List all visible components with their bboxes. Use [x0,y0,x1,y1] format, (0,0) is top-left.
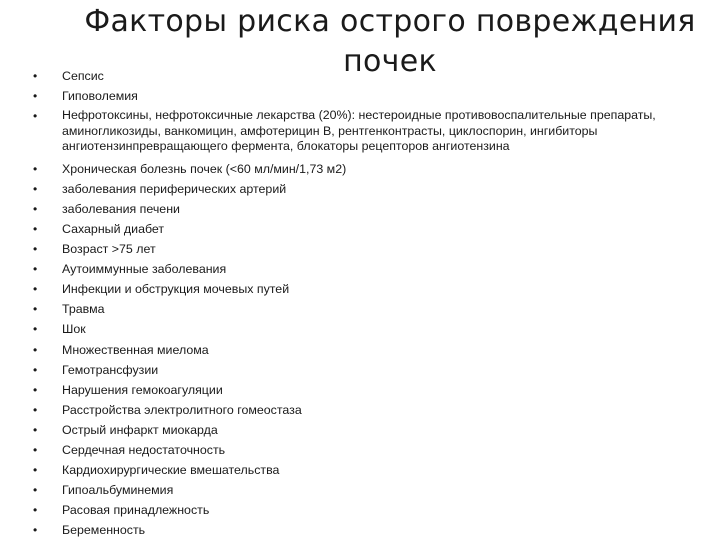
list-item-text: Аутоиммунные заболевания [62,262,227,277]
bullet-icon: • [33,503,38,518]
list-item [0,400,720,420]
list-item-text: Кардиохирургические вмешательства [62,463,280,478]
list-item-text: Возраст >75 лет [62,242,156,257]
list-item [0,319,720,339]
list-item-text: Гипоальбуминемия [62,483,174,498]
list-item-text: Гиповолемия [62,89,138,104]
list-item [0,340,720,360]
list-item [0,520,720,540]
list-item [0,299,720,319]
list-item [0,380,720,400]
list-item-text: Хроническая болезнь почек (<60 мл/мин/1,73 м2) [62,161,347,176]
bullet-icon: • [33,242,38,257]
list-item [0,179,720,199]
list-item [0,440,720,460]
list-item-text: заболевания периферических артерий [62,181,287,196]
bullet-icon: • [33,463,38,478]
bullet-icon: • [33,382,38,397]
list-item [0,460,720,480]
bullet-icon: • [33,262,38,277]
list-item-text: Сепсис [62,69,104,83]
bullet-icon: • [33,282,38,297]
list-item-text: Расстройства электролитного гомеостаза [62,402,302,417]
list-item-text: Нефротоксины, нефротоксичные лекарства (20%): нестероидные противовоспалительные препараты, аминогликозиды, ванкомицин, амфотерицин В, рентгенконтрасты, циклоспорин, ингибиторы ангиотензинпревращающего фермента, блокаторы рецепторов ангиотензина [62,108,656,154]
list-item [0,239,720,259]
bullet-icon: • [33,523,38,538]
list-item-text: заболевания печени [62,201,180,216]
list-item [0,86,720,106]
bullet-icon: • [33,443,38,457]
list-item [0,259,720,279]
bullet-icon: • [33,181,38,196]
bullet-icon: • [33,322,38,337]
list-item [0,219,720,239]
list-item-text: Сердечная недостаточность [62,443,226,457]
bullet-icon: • [33,302,38,317]
list-item-text: Беременность [62,523,146,538]
bullet-icon: • [33,362,38,377]
bullet-icon: • [33,483,38,498]
list-item-text: Расовая принадлежность [62,503,210,518]
list-item [0,420,720,440]
risk-factor-list [0,66,720,540]
list-item-text: Сахарный диабет [62,221,165,236]
list-item [0,360,720,380]
bullet-icon: • [33,422,38,437]
list-item [0,106,720,159]
list-item [0,500,720,520]
bullet-icon: • [33,89,38,104]
bullet-icon: • [33,69,38,83]
bullet-icon: • [33,402,38,417]
list-item-text: Гемотрансфузии [62,362,159,377]
list-item-text: Инфекции и обструкция мочевых путей [62,282,290,297]
bullet-icon: • [33,221,38,236]
list-item [0,159,720,179]
list-item [0,199,720,219]
list-item-text: Травма [62,302,105,317]
slide-title: Факторы риска острого повреждения почек [84,4,696,79]
list-item-text: Шок [62,322,86,337]
bullet-icon: • [33,161,38,176]
list-item-text: Множественная миелома [62,342,209,357]
list-item [0,279,720,299]
bullet-icon: • [33,201,38,216]
bullet-icon: • [33,342,38,357]
list-item [0,480,720,500]
bullet-icon: • [33,109,38,124]
list-item-text: Острый инфаркт миокарда [62,422,218,437]
list-item-text: Нарушения гемокоагуляции [62,382,223,397]
